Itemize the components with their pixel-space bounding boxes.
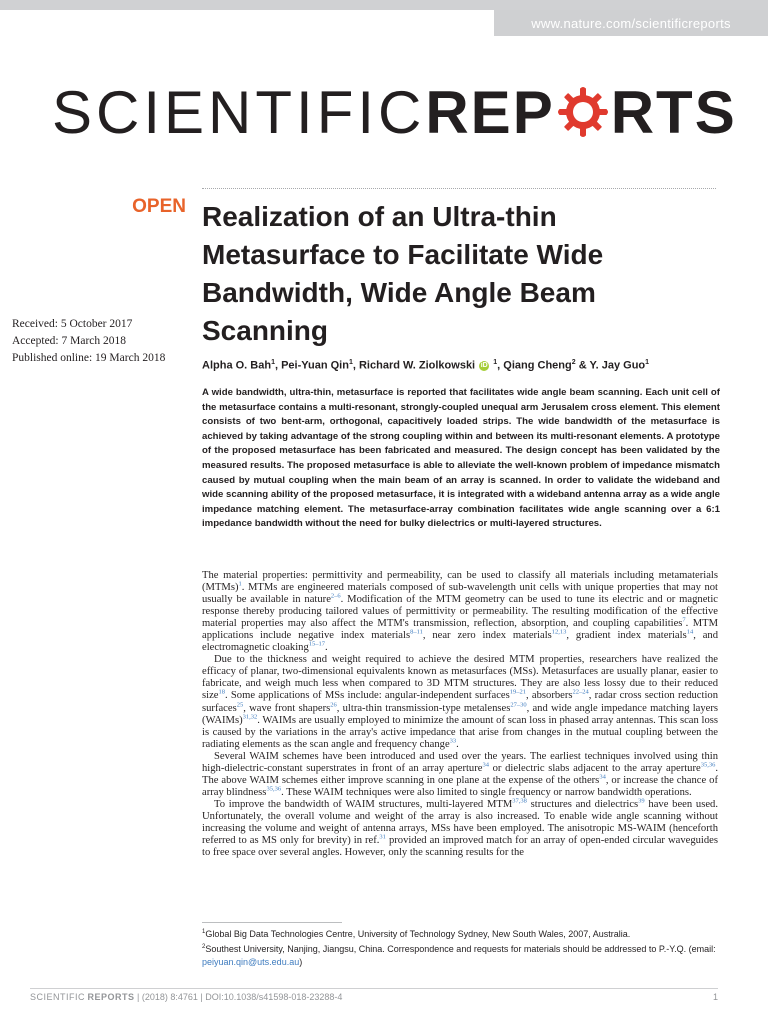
author-affiliation-mark: 2 [571, 359, 576, 366]
author-affiliation-mark: 1 [493, 359, 498, 366]
footer-divider [30, 988, 718, 989]
article-body [202, 570, 718, 859]
gear-logo-icon [557, 86, 609, 138]
citation-link[interactable]: 26 [330, 700, 337, 708]
author-name[interactable]: Alpha O. Bah [202, 359, 272, 372]
title-divider [202, 188, 716, 189]
received-date: Received: 5 October 2017 [12, 318, 133, 330]
citation-link[interactable]: 35,36 [700, 761, 716, 769]
citation-link[interactable]: 2–6 [330, 592, 341, 600]
citation-link[interactable]: 22–24 [572, 688, 589, 696]
footer-citation: SCIENTIFIC REPORTS | (2018) 8:4761 | DOI:10.1038/s41598-018-23288-4 [30, 992, 343, 1002]
author-affiliation-mark: 1 [271, 359, 275, 366]
abstract: A wide bandwidth, ultra-thin, metasurface is reported that facilitates wide angle beam scanning. Each unit cell of the metasurface contains a multi-resonant, strongly-coupled unequal arm Jerusalem cross element. This element consists of two bent-arm, orthogonal, capacitively loaded strips. The wide bandwidth of the metasurface is achieved by taking advantage of the strong coupling within and between its multi-resonant elements. A prototype of the proposed metasurface has been fabricated and measured. The design concept has been validated by the measured results. The proposed metasurface is able to alleviate the well-known problem of impedance mismatch caused by mutual coupling when the main beam of an array is scanned. In order to validate the wideband and wide scanning ability of the proposed metasurface, it is integrated with a wideband antenna array as a wide angle impedance matching element. The metasurface-array combination facilitates wide angle scanning over a 6:1 impedance bandwidth without the need for bulky dielectrics or multi-layered structures. [202, 387, 720, 530]
citation-link[interactable]: 19–21 [509, 688, 526, 696]
citation-link[interactable]: 39 [638, 797, 645, 805]
citation-link[interactable]: 1 [238, 580, 242, 588]
body-paragraph: To improve the bandwidth of WAIM structures, multi-layered MTM$^{37,38}$ structures and dielectrics$^{39}$ have been used. Unfortunately, the overall volume and weight of the array is also increased. To enable wide angle scanning without increasing the volume and weight of antenna arrays, MSs have been employed. The anisotropic MS-WAIM (henceforth referred to as MS only for brevity) in ref.$^{31}$ provided an improved match for an array of open-ended circular waveguides to free space over several angles. However, only the scanning results for the [202, 797, 718, 859]
body-paragraph: Several WAIM schemes have been introduced and used over the years. The earliest techniques involved using thin high-dielectric-constant superstrates in front of an array aperture$^{34}$ or dielectric slabs adjacent to the array aperture$^{35,36}$. The above WAIM schemes either improve scanning in one plane at the expense of the others$^{34}$, or increase the chance of array blindness$^{35,36}$. These WAIM techniques were also limited to single frequency or narrow bandwidth operations. [202, 750, 718, 798]
citation-link[interactable]: 12,13 [551, 628, 567, 636]
masthead-word-scientific: SCIENTIFIC [52, 78, 426, 146]
citation-link[interactable]: 7 [682, 616, 686, 624]
published-date: Published online: 19 March 2018 [12, 352, 166, 364]
author-name[interactable]: Pei-Yuan Qin [281, 359, 349, 372]
body-paragraph: Due to the thickness and weight required to achieve the desired MTM properties, researchers have realized the efficacy of planar, two-dimensional equivalents known as metasurfaces (MSs). Metasurfaces are usually planar, easier to fabricate, and weigh much less when compared to 3D MTM structures. They are also less lossy due to their reduced size$^{18}$. Some applications of MSs include: angular-independent surfaces$^{19-21}$, absorbers$^{22-24}$, radar cross section reduction surfaces$^{25}$, wave front shapers$^{26}$, ultra-thin transmission-type metalenses$^{27-30}$, and wide angle impedance matching layers (WAIMs)$^{31,32}$. WAIMs are usually employed to minimize the amount of scan loss in phased array antennas. This scan loss is caused by the variations in the array's active impedance that arise from changes in the mutual coupling between the radiating elements as the scan angle and frequency change$^{33}$. [202, 654, 719, 750]
citation-link[interactable]: 27–30 [510, 700, 527, 708]
citation-link[interactable]: 31 [379, 833, 386, 841]
affiliation-2: $^2$Southest University, Nanjing, Jiangsu, China. Correspondence and requests for materials should be addressed to P.-Y.Q. (email: peiyuan.qin@uts.edu.au) [202, 944, 716, 967]
page-number: 1 [712, 992, 718, 1002]
author-affiliation-mark: 1 [645, 359, 650, 366]
citation-link[interactable]: 37,38 [512, 797, 527, 805]
citation-link[interactable]: 33 [449, 737, 457, 745]
citation-link[interactable]: 35,36 [266, 785, 282, 793]
masthead-rts: RTS [610, 78, 737, 146]
page-footer [30, 992, 718, 1002]
citation-link[interactable]: 15–17 [308, 640, 326, 648]
masthead-rep: REP [425, 78, 555, 146]
author-name[interactable]: Qiang Cheng [503, 359, 572, 372]
journal-masthead [52, 72, 737, 152]
citation-link[interactable]: 34 [599, 773, 606, 781]
author-affiliation-mark: 1 [348, 359, 353, 366]
accepted-date: Accepted: 7 March 2018 [12, 335, 127, 347]
citation-link[interactable]: 14 [686, 628, 694, 636]
author-list: Alpha O. Bah$^1$, Pei-Yuan Qin$^1$, Richard W. Ziolkowski iD $^1$, Qiang Cheng$^2$ & Y. Jay Guo$^1$ [202, 359, 650, 372]
author-name[interactable]: Richard W. Ziolkowski [358, 359, 476, 372]
correspondence-email-link[interactable]: peiyuan.qin@uts.edu.au [202, 957, 300, 967]
article-title: Realization of an Ultra-thin Metasurface to Facilitate Wide Bandwidth, Wide Angle Beam Scanning [202, 201, 604, 346]
footnote-divider [202, 922, 342, 923]
top-bar [0, 0, 768, 10]
article-dates [12, 316, 192, 367]
masthead-word-reports [425, 78, 736, 147]
citation-link[interactable]: 8–11 [410, 628, 423, 636]
body-paragraph: The material properties: permittivity and permeability, can be used to classify all materials including metamaterials (MTMs)$^1$. MTMs are engineered materials composed of sub-wavelength unit cells with unique properties that may not usually be available in nature$^{2-6}$. Modification of the MTM geometry can be used to tune its electric and or magnetic response thereby producing tailored values of permittivity or permeability. The resulting modification of the effective material properties may also affect the MTM's transmission, reflection, absorption, and coupling capabilities$^7$. MTM applications include negative index materials$^{8-11}$, near zero index materials$^{12,13}$, gradient index materials$^{14}$, and electromagnetic cloaking$^{15-17}$. [202, 570, 719, 654]
citation-link[interactable]: 34 [482, 761, 489, 769]
citation-link[interactable]: 31,32 [242, 713, 258, 721]
affiliations [202, 926, 720, 969]
open-access-label: OPEN [132, 196, 186, 217]
journal-url[interactable]: www.nature.com/scientificreports [494, 10, 768, 36]
author-name[interactable]: Y. Jay Guo [589, 359, 646, 372]
affiliation-1: $^1$Global Big Data Technologies Centre, University of Technology Sydney, New South Wales, 2007, Australia. [202, 929, 631, 939]
orcid-icon[interactable]: iD [480, 361, 488, 369]
citation-link[interactable]: 25 [236, 700, 244, 708]
citation-link[interactable]: 18 [218, 688, 225, 696]
